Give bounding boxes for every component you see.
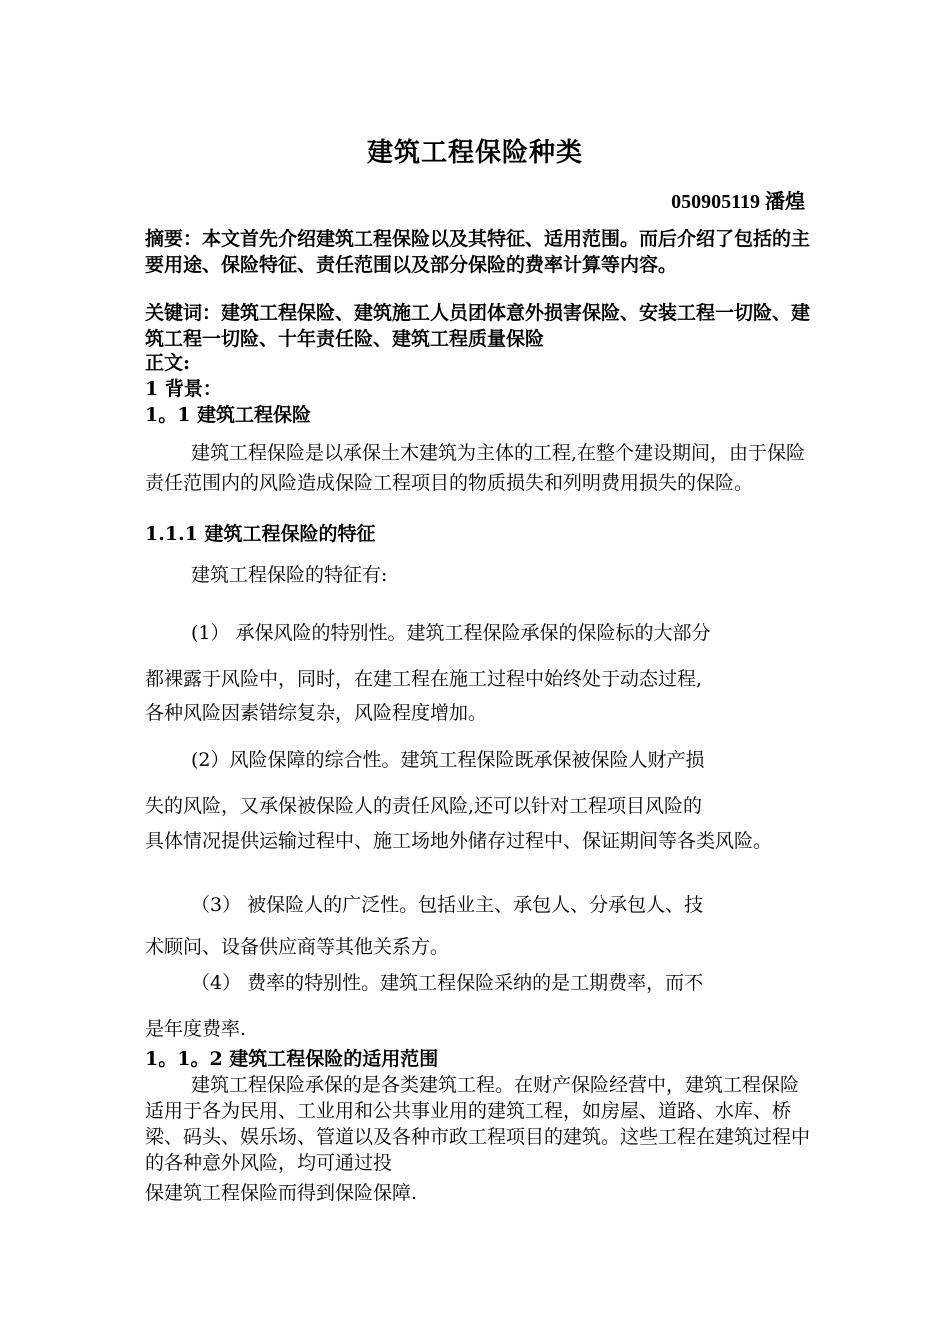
paragraph-1-1-2-end: 保建筑工程保险而得到保险保障.	[145, 1182, 418, 1204]
list-item-1-line-3: 各种风险因素错综复杂，风险程度增加。	[145, 702, 488, 724]
section-heading-1-1-1: 1.1.1 建筑工程保险的特征	[145, 523, 376, 545]
section-heading-1-1-2: 1。1。2 建筑工程保险的适用范围	[145, 1048, 439, 1070]
list-item-3-line-2: 术顾问、设备供应商等其他关系方。	[145, 936, 450, 958]
list-item-3	[145, 884, 810, 968]
list-item-4	[145, 960, 810, 1052]
page-title: 建筑工程保险种类	[366, 138, 583, 168]
list-item-2-line-3: 具体情况提供运输过程中、施工场地外储存过程中、保证期间等各类风险。	[145, 830, 773, 852]
paragraph-1-1-2: 建筑工程保险承保的是各类建筑工程。在财产保险经营中，建筑工程保险适用于各为民用、工业用和公共事业用的建筑工程，如房屋、道路、水库、桥梁、码头、娱乐场、管道以及各种市政工程项目的建筑。这些工程在建筑过程中的各种意外风险，均可通过投	[145, 1074, 811, 1174]
keywords: 关键词：建筑工程保险、建筑施工人员团体意外损害保险、安装工程一切险、建筑工程一切险、十年责任险、建筑工程质量保险	[145, 302, 811, 350]
list-item-2-line-1: (2）风险保障的综合性。建筑工程保险既承保被保险人财产损	[191, 749, 705, 771]
list-item-1-line-2: 都裸露于风险中，同时，在建工程在施工过程中始终处于动态过程,	[145, 668, 703, 690]
list-item-3-line-1: （3） 被保险人的广泛性。包括业主、承包人、分承包人、技	[191, 894, 704, 916]
body-label: 正文:	[145, 352, 191, 374]
paragraph-1-1-1-intro: 建筑工程保险的特征有:	[191, 564, 388, 586]
paragraph-1-1: 建筑工程保险是以承保土木建筑为主体的工程,在整个建设期间，由于保险责任范围内的风险造成保险工程项目的物质损失和列明费用损失的保险。	[145, 442, 806, 494]
abstract: 摘要：本文首先介绍建筑工程保险以及其特征、适用范围。而后介绍了包括的主要用途、保险特征、责任范围以及部分保险的费率计算等内容。	[145, 228, 811, 276]
list-item-4-line-2: 是年度费率.	[145, 1018, 247, 1040]
author-line: 050905119 潘煌	[671, 191, 805, 213]
section-heading-1-1: 1。1 建筑工程保险	[145, 404, 312, 426]
list-item-4-line-1: （4） 费率的特别性。建筑工程保险采纳的是工期费率，而不	[191, 972, 704, 994]
list-item-2-line-2: 失的风险，又承保被保险人的责任风险,还可以针对工程项目风险的	[145, 795, 703, 817]
list-item-1	[145, 610, 810, 702]
list-item-1-line-1: (1） 承保风险的特别性。建筑工程保险承保的保险标的大部分	[191, 622, 711, 644]
section-heading-background: 1 背景：	[145, 378, 222, 400]
list-item-2	[145, 737, 810, 829]
